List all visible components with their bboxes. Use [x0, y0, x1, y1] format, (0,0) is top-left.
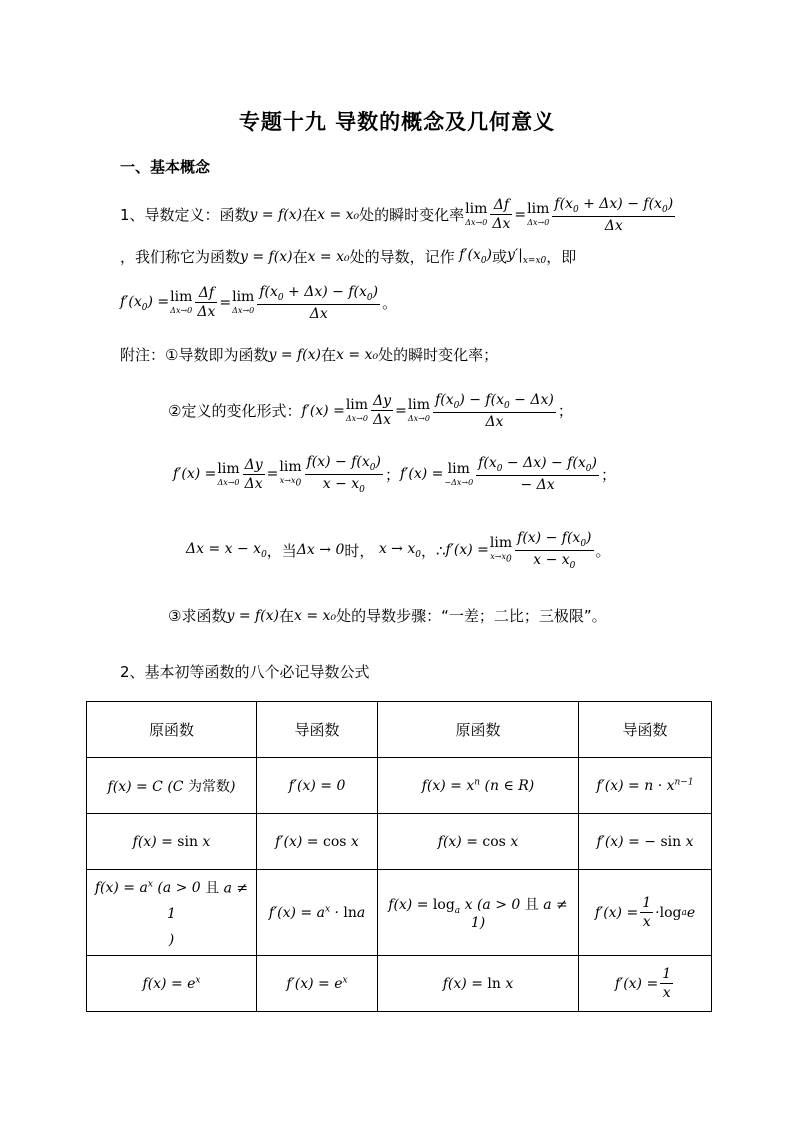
table-cell: f′(x) = − sin x [579, 814, 712, 870]
derivative-formula-table [86, 701, 712, 1012]
definition-suffix: 处的瞬时变化率 [359, 206, 465, 225]
derivative-definition-formula: $f'(x_0)$ = lim Δx→0 $\frac{\Delta f}{\Delta x}$ = lim Δx→0 $\frac{f(x_0 + \Delta x) - f(x_0)}{\Delta x}$ [120, 284, 379, 322]
table-cell: $f(x) = e^x$ [87, 956, 257, 1012]
definition-at: 在 [279, 607, 295, 625]
function-expression: y = f(x) [240, 248, 293, 265]
semicolon: ； [384, 465, 400, 484]
definition-at: 在 [321, 346, 337, 364]
semicolon: ； [557, 402, 573, 421]
note-3 [168, 605, 607, 626]
table-cell: f(x) = cos x [378, 814, 579, 870]
point-expression: x = x₀ [336, 346, 379, 363]
point-expression: x = x₀ [307, 248, 350, 265]
table-cell: f′(x) = $\frac{1}{x}$ · log a e [579, 870, 712, 956]
definition-prefix: 1、导数定义：函数 [120, 206, 250, 225]
x-limit: $x \to x_0$ [374, 540, 421, 560]
table-cell: $f(x) = \log_a x$ (a > 0 且 a ≠ 1) [378, 870, 579, 956]
table-cell: $f(x) = a^x$ (a > 0 且 a ≠ 1 ) [87, 870, 257, 956]
period: 。 [595, 541, 611, 560]
note-1-suffix: 处的瞬时变化率； [378, 346, 499, 364]
table-cell: f′(x) = $\frac{1}{x}$ [579, 956, 712, 1012]
variant-formulas-line [173, 454, 616, 495]
point-expression: x = x₀ [294, 607, 337, 624]
section-heading-basic-concepts: 一、基本概念 [120, 158, 211, 176]
function-expression: y = f(x) [249, 206, 303, 223]
definition-line-2 [120, 246, 576, 267]
notation-fprime: $f'(x_0)$ [454, 247, 493, 266]
definition-or: 或 [492, 248, 508, 266]
definition-derivative-at: 处的导数，记作 [349, 248, 455, 266]
variant-formula-d: f′(x) = lim $x\to x_0$ $\frac{f(x) - f(x_0)}{x - x_0}$ [445, 530, 592, 571]
note-2-prefix: ②定义的变化形式： [168, 402, 302, 421]
section-heading-derivative-formulas: 2、基本初等函数的八个必记导数公式 [120, 663, 370, 681]
notation-yprime: $y'|_{x=x0}$ [507, 247, 547, 266]
variant-formula-b: f′(x) = lim Δx→0 $\frac{\Delta y}{\Delta x}$ = lim $x\to x_0$ $\frac{f(x) - f(x_0)}{x - x_0}$ [173, 454, 381, 495]
table-cell: $f(x) = x^n$ (n ∈ R) [378, 758, 579, 814]
table-cell: f′(x) = cos x [257, 814, 378, 870]
note-1 [120, 344, 498, 365]
table-cell: f(x) = C (C 为常数) [87, 758, 257, 814]
variant-substitution-line [186, 530, 611, 571]
semicolon: ； [600, 465, 616, 484]
table-cell: f(x) = sin x [87, 814, 257, 870]
period: 。 [382, 294, 398, 313]
table-header: 导函数 [257, 702, 378, 758]
table-cell: f(x) = ln x [378, 956, 579, 1012]
table-cell: $f'(x) = a^x \cdot \ln a$ [257, 870, 378, 956]
table-row [87, 814, 712, 870]
function-expression: y = f(x) [226, 607, 279, 624]
page-title: 专题十九 导数的概念及几何意义 [238, 109, 556, 134]
delta-x-definition: $\Delta x = x - x_0$ [186, 540, 267, 560]
variant-formula-c: f′(x) = lim −Δx→0 $\frac{f(x_0 - \Delta x) - f(x_0)}{- \Delta x}$ [400, 455, 597, 494]
table-header-row [87, 702, 712, 758]
function-expression: y = f(x) [268, 346, 321, 363]
table-row [87, 758, 712, 814]
limit-formula-1: lim Δx→0 $\frac{\Delta f}{\Delta x}$ = lim Δx→0 $\frac{f(x_0 + \Delta x) - f(x_0)}{\Delta x}$ [465, 196, 674, 234]
definition-namely: ，即 [546, 248, 577, 266]
table-cell: f′(x) = 0 [257, 758, 378, 814]
then-text: 时， [344, 541, 375, 560]
constant-note: 为常数 [187, 778, 230, 795]
definition-line-1 [120, 196, 677, 234]
definition-at: 在 [292, 248, 308, 266]
table-header: 原函数 [87, 702, 257, 758]
table-cell: $f'(x) = n \cdot x^{n-1}$ [579, 758, 712, 814]
note-2 [168, 392, 573, 430]
delta-x-limit: Δx → 0 [296, 542, 345, 559]
table-row [87, 870, 712, 956]
table-row [87, 956, 712, 1012]
table-cell: $f'(x) = e^x$ [257, 956, 378, 1012]
definition-at: 在 [302, 206, 318, 225]
table-header: 原函数 [378, 702, 579, 758]
note-1-prefix: 附注：①导数即为函数 [120, 346, 269, 364]
point-expression: x = x₀ [317, 206, 360, 223]
variant-formula-a: f′(x) = lim Δx→0 $\frac{\Delta y}{\Delta x}$ = lim Δx→0 $\frac{f(x_0) - f(x_0 - \Delta x)}{\Delta x}$ [301, 392, 554, 430]
note-3-suffix: 处的导数步骤：“一差；二比；三极限”。 [336, 607, 607, 625]
table-header: 导函数 [579, 702, 712, 758]
note-3-prefix: ③求函数 [168, 607, 227, 625]
and-text: 且 [205, 880, 220, 897]
when-text: ，当 [266, 541, 297, 560]
and-text: 且 [524, 896, 539, 913]
definition-line-3 [120, 284, 397, 322]
definition-call-it: ，我们称它为函数 [120, 248, 241, 266]
therefore-text: ，∴ [420, 541, 446, 560]
